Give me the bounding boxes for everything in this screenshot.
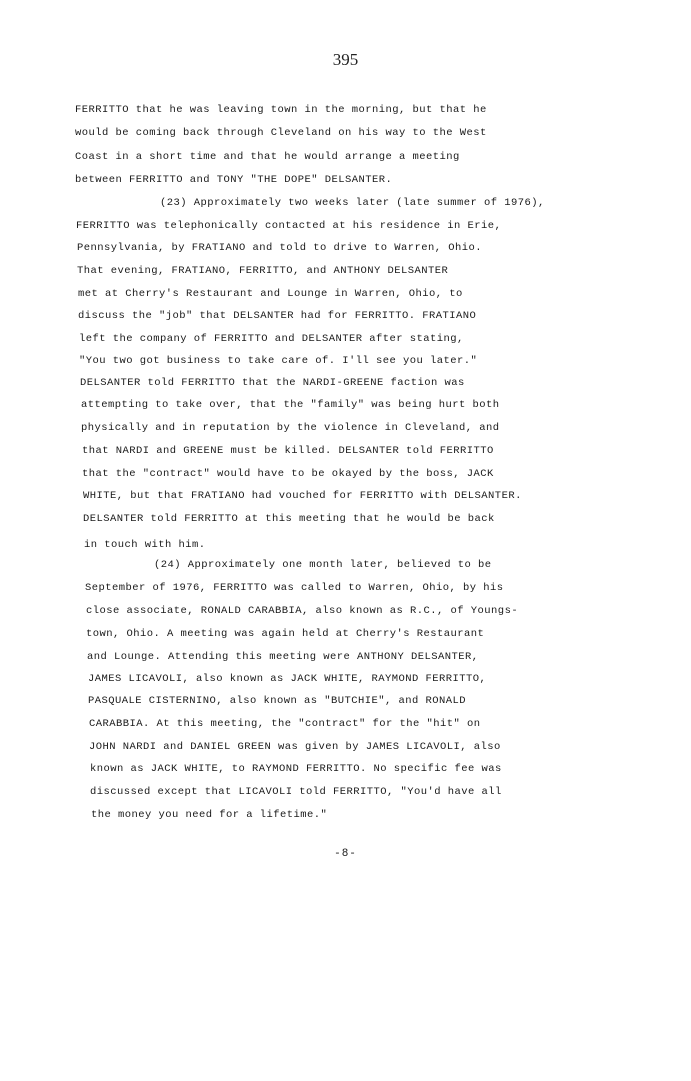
text-line: would be coming back through Cleveland on his way to the West <box>75 127 487 139</box>
text-line: DELSANTER told FERRITTO at this meeting that he would be back <box>83 513 495 525</box>
text-line: That evening, FRATIANO, FERRITTO, and ANTHONY DELSANTER <box>77 265 449 277</box>
text-line: "You two got business to take care of. I'll see you later." <box>79 355 478 367</box>
text-line: PASQUALE CISTERNINO, also known as "BUTCHIE", and RONALD <box>88 695 467 707</box>
text-line: physically and in reputation by the violence in Cleveland, and <box>81 422 500 434</box>
text-line: discuss the "job" that DELSANTER had for FERRITTO. FRATIANO <box>78 310 477 322</box>
text-line: town, Ohio. A meeting was again held at Cherry's Restaurant <box>86 628 485 640</box>
text-line: between FERRITTO and TONY "THE DOPE" DELSANTER. <box>75 174 393 186</box>
text-line: Coast in a short time and that he would arrange a meeting <box>75 151 460 163</box>
text-line: close associate, RONALD CARABBIA, also known as R.C., of Youngs- <box>86 605 519 617</box>
text-line: CARABBIA. At this meeting, the "contract" for the "hit" on <box>89 718 481 730</box>
text-line: known as JACK WHITE, to RAYMOND FERRITTO. No specific fee was <box>90 763 502 775</box>
text-line: that NARDI and GREENE must be killed. DELSANTER told FERRITTO <box>82 445 494 457</box>
text-line: attempting to take over, that the "family" was being hurt both <box>81 399 500 411</box>
text-line: Pennsylvania, by FRATIANO and told to drive to Warren, Ohio. <box>77 242 483 254</box>
text-line: JAMES LICAVOLI, also known as JACK WHITE, RAYMOND FERRITTO, <box>88 673 487 685</box>
text-line: WHITE, but that FRATIANO had vouched for FERRITTO with DELSANTER. <box>83 490 522 502</box>
text-line: FERRITTO that he was leaving town in the morning, but that he <box>75 104 487 116</box>
text-line: met at Cherry's Restaurant and Lounge in Warren, Ohio, to <box>78 288 463 300</box>
text-line: discussed except that LICAVOLI told FERRITTO, "You'd have all <box>90 786 502 798</box>
text-line: (23) Approximately two weeks later (late summer of 1976), <box>160 197 545 209</box>
text-line: in touch with him. <box>84 539 206 551</box>
text-line: and Lounge. Attending this meeting were ANTHONY DELSANTER, <box>87 651 479 663</box>
text-line: DELSANTER told FERRITTO that the NARDI-GREENE faction was <box>80 377 465 389</box>
text-line: FERRITTO was telephonically contacted at his residence in Erie, <box>76 220 502 232</box>
text-line: left the company of FERRITTO and DELSANTER after stating, <box>79 333 464 345</box>
text-line: that the "contract" would have to be okayed by the boss, JACK <box>82 468 494 480</box>
text-line: JOHN NARDI and DANIEL GREEN was given by JAMES LICAVOLI, also <box>89 741 501 753</box>
text-line: (24) Approximately one month later, believed to be <box>154 559 492 571</box>
text-line: the money you need for a lifetime." <box>91 809 328 821</box>
text-line: September of 1976, FERRITTO was called to Warren, Ohio, by his <box>85 582 504 594</box>
page-number-bottom: -8- <box>334 848 357 860</box>
page-number-top: 395 <box>332 50 359 69</box>
